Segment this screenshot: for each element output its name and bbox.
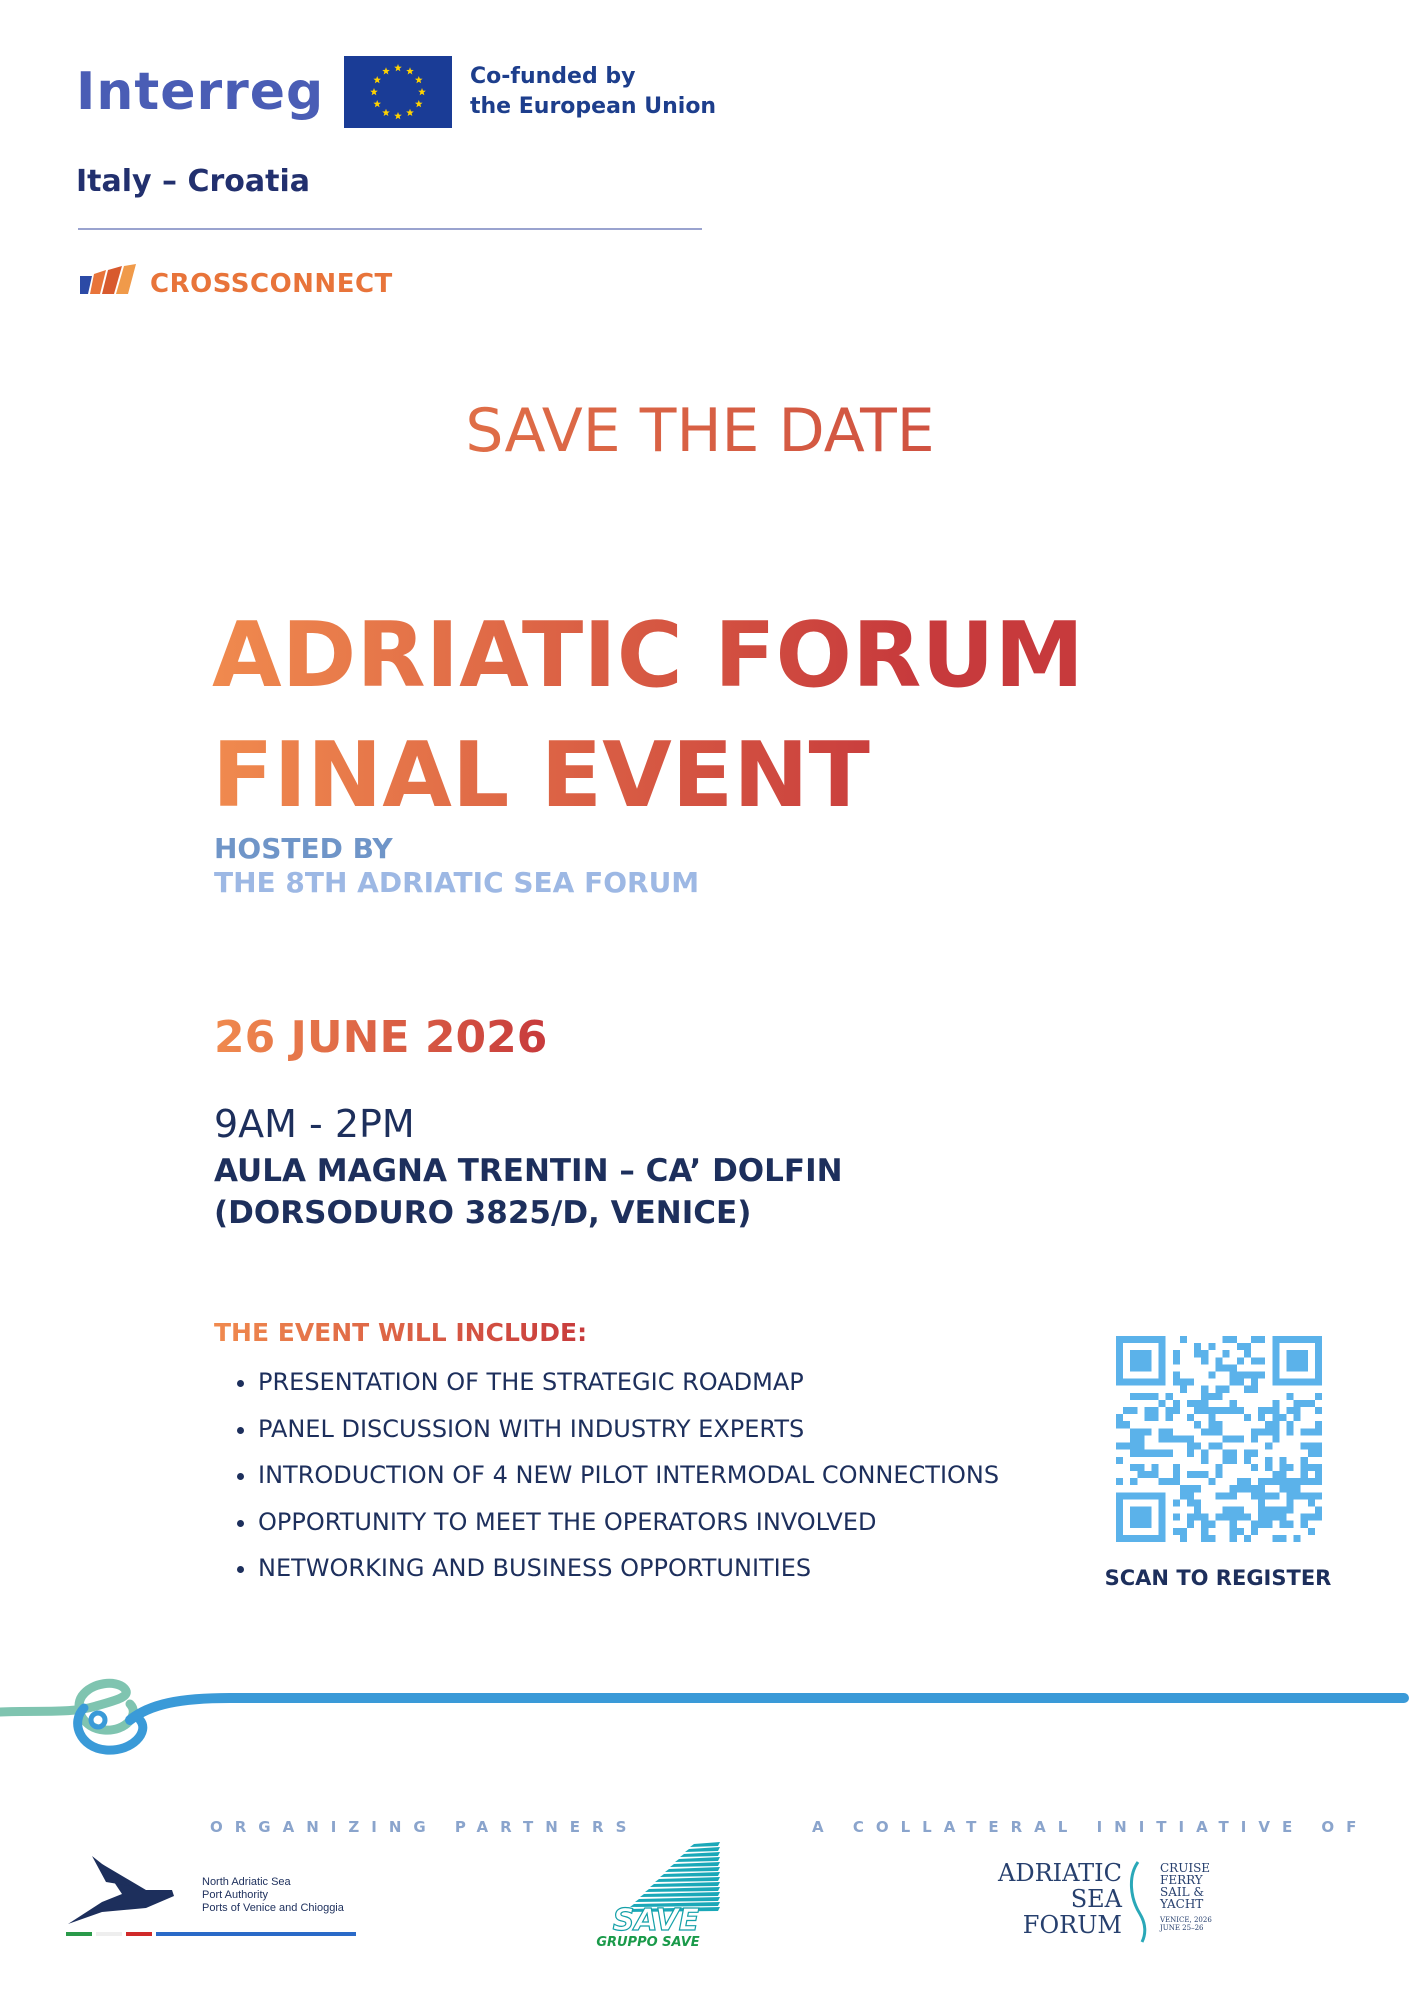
event-title [212, 596, 1212, 836]
asf-side-text [1160, 1862, 1210, 1910]
list-item: • INTRODUCTION OF 4 NEW PILOT INTERMODAL CONNECTIONS [258, 1461, 999, 1508]
event-venue [214, 1150, 843, 1234]
asf-wave-icon [990, 1858, 1170, 1953]
eu-line-2: the European Union [470, 94, 717, 119]
organizing-partners-label: ORGANIZING PARTNERS [210, 1818, 639, 1836]
qr-code-icon[interactable] [1116, 1336, 1322, 1542]
eu-line-1: Co-funded by [470, 64, 636, 89]
port-line-1: North Adriatic Sea [202, 1876, 291, 1888]
asf-line-3: FORUM [1022, 1911, 1122, 1939]
asf-side-4: YACHT [1160, 1897, 1204, 1911]
event-time: 9AM - 2PM [214, 1102, 415, 1146]
asf-line-2: SEA [1070, 1885, 1122, 1913]
asf-date-1: VENICE, 2026 [1160, 1916, 1212, 1924]
save-group-text: GRUPPO SAVE [596, 1935, 700, 1950]
event-date: 26 JUNE 2026 [214, 1012, 548, 1063]
include-list [230, 1368, 999, 1601]
event-title-line-1: ADRIATIC FORUM [212, 603, 1085, 708]
gruppo-save-logo-icon [574, 1840, 724, 1955]
asf-line-1: ADRIATIC [998, 1859, 1122, 1887]
eu-flag-icon [344, 56, 452, 128]
header-divider [78, 228, 702, 230]
list-item: • PANEL DISCUSSION WITH INDUSTRY EXPERTS [258, 1415, 999, 1462]
asf-date-2: JUNE 25–26 [1160, 1924, 1204, 1932]
asf-date-text [1160, 1916, 1212, 1932]
interreg-logo-text: Interreg [76, 62, 325, 122]
include-heading: THE EVENT WILL INCLUDE: [214, 1318, 588, 1347]
port-line-2: Port Authority [202, 1889, 269, 1901]
program-name: Italy – Croatia [76, 164, 311, 199]
list-item: • PRESENTATION OF THE STRATEGIC ROADMAP [258, 1368, 999, 1415]
port-line-3: Ports of Venice and Chioggia [202, 1902, 344, 1914]
crossconnect-text: CROSSCONNECT [150, 269, 393, 299]
port-authority-text [202, 1876, 344, 1915]
wave-divider-icon [0, 1670, 1414, 1775]
eu-cofunded-text [470, 62, 716, 122]
collateral-initiative-label: A COLLATERAL INITIATIVE OF [812, 1818, 1369, 1836]
save-wordmark: SAVE [612, 1903, 700, 1938]
scan-to-register-label: SCAN TO REGISTER [1104, 1566, 1332, 1590]
hosted-by-label: HOSTED BY [214, 832, 393, 865]
asf-side-3: SAIL & [1160, 1885, 1205, 1899]
host-name: THE 8TH ADRIATIC SEA FORUM [214, 866, 700, 899]
asf-side-1: CRUISE [1160, 1861, 1211, 1875]
venue-line-2: (DORSODURO 3825/D, VENICE) [214, 1195, 752, 1231]
list-item: • OPPORTUNITY TO MEET THE OPERATORS INVOLVED [258, 1508, 999, 1555]
crossconnect-mark-icon [78, 264, 138, 301]
save-the-date-heading: SAVE THE DATE [0, 396, 1400, 466]
venue-line-1: AULA MAGNA TRENTIN – CA’ DOLFIN [214, 1153, 843, 1189]
list-item: • NETWORKING AND BUSINESS OPPORTUNITIES [258, 1554, 999, 1601]
asf-side-2: FERRY [1160, 1873, 1203, 1887]
event-title-line-2: FINAL EVENT [212, 723, 870, 828]
